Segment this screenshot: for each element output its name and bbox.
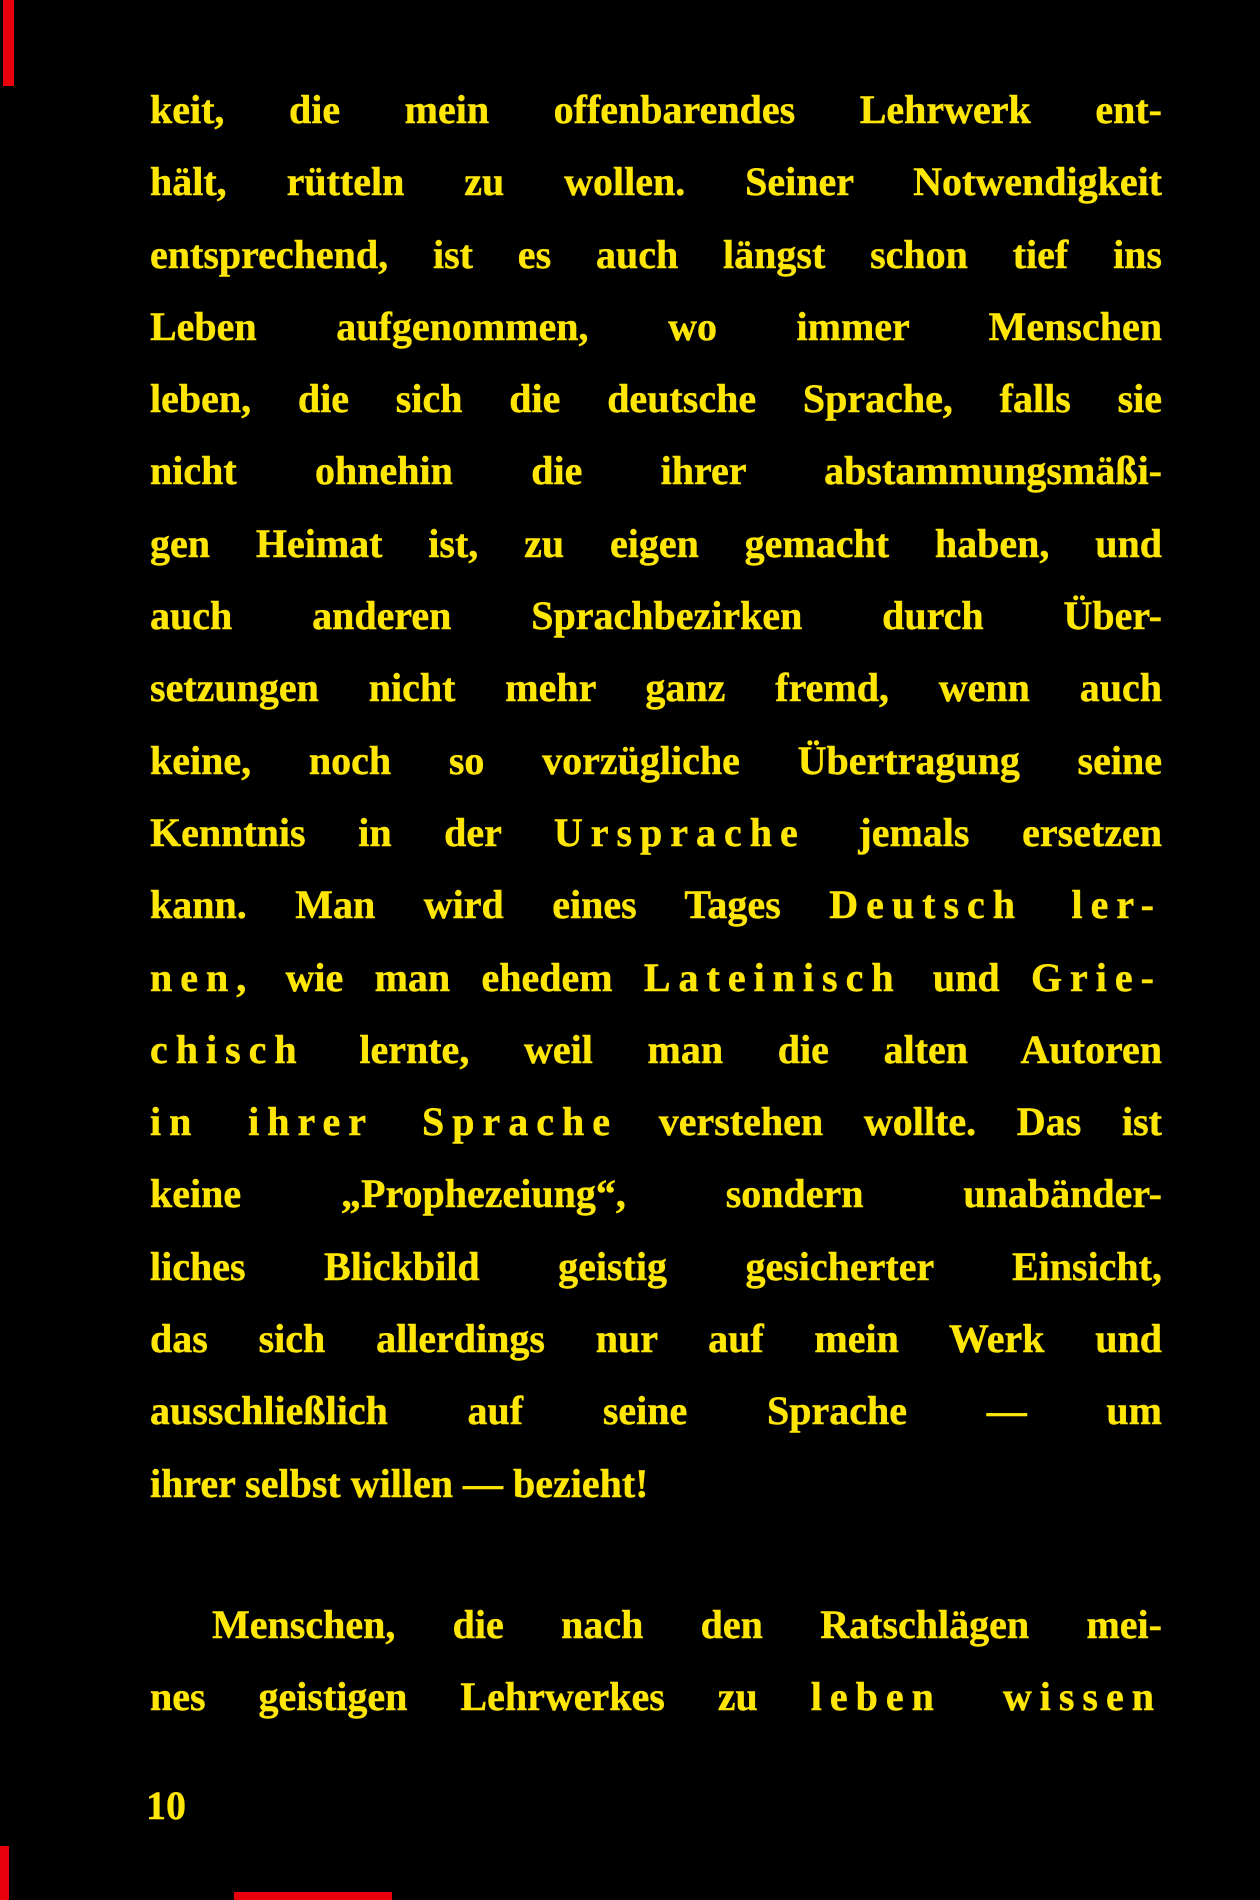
text-segment: lernte, weil man die alten Autoren [304,1026,1162,1072]
text-segment: leben, die sich die deutsche Sprache, falls sie [150,376,1162,422]
text-segment: hält, rütteln zu wollen. Seiner Notwendigkeit [150,159,1162,205]
text-segment: ihrer selbst willen — bezieht! [150,1460,649,1506]
text-line [150,652,1162,724]
text-line [150,1158,1162,1230]
red-scan-mark-bottom-left [0,1846,9,1900]
letterspaced-text: Grie- [1030,954,1162,1000]
text-segment: jemals ersetzen [805,809,1162,855]
text-line [150,1086,1162,1158]
text-line [150,1014,1162,1086]
text-line [150,1589,1162,1661]
text-segment: setzungen nicht mehr ganz fremd, wenn auch [150,665,1162,711]
text-line [150,363,1162,435]
red-scan-mark-top-left [3,0,14,86]
text-line [150,1661,1162,1733]
text-segment: auch anderen Sprachbezirken durch Über- [150,593,1162,639]
text-segment: nes geistigen Lehrwerkes zu [150,1674,811,1720]
red-scan-mark-bottom-center [234,1892,392,1900]
text-line [150,435,1162,507]
text-segment: nicht ohnehin die ihrer abstammungsmäßi- [150,448,1162,494]
text-line [150,508,1162,580]
letterspaced-text: chisch [150,1026,305,1072]
text-segment: entsprechend, ist es auch längst schon tief ins [150,231,1162,277]
text-line [150,146,1162,218]
text-segment: gen Heimat ist, zu eigen gemacht haben, und [150,520,1162,566]
text-segment: ausschließlich auf seine Sprache — um [150,1388,1162,1434]
letterspaced-text: leben wissen [810,1674,1162,1720]
text-line [150,291,1162,363]
letterspaced-text: Ursprache [553,809,806,855]
text-line [150,219,1162,291]
text-segment: keine „Prophezeiung“, sondern unabänder- [150,1171,1162,1217]
letterspaced-text: nen, [150,954,255,1000]
text-segment: Menschen, die nach den Ratschlägen mei- [212,1601,1162,1647]
text-segment: liches Blickbild geistig gesicherter Einsicht, [150,1243,1162,1289]
letterspaced-text: Lateinisch [643,954,902,1000]
text-segment: keine, noch so vorzügliche Übertragung seine [150,737,1162,783]
text-line [150,1231,1162,1303]
text-line [150,74,1162,146]
text-line [150,1375,1162,1447]
text-segment: Leben aufgenommen, wo immer Menschen [150,303,1162,349]
page-text-block [150,74,1162,1734]
text-line [150,1303,1162,1375]
text-line [150,580,1162,652]
text-segment: kann. Man wird eines Tages [150,882,830,928]
text-segment: keit, die mein offenbarendes Lehrwerk ent- [150,87,1162,132]
text-segment [1023,882,1072,927]
text-segment: verstehen wollte. Das ist [618,1099,1162,1145]
letterspaced-text: Deutsch [829,882,1024,928]
page-number: 10 [146,1783,186,1828]
letterspaced-text: in ihrer Sprache [150,1099,619,1145]
letterspaced-text: ler- [1071,882,1163,928]
text-line [150,1448,1162,1520]
text-line [150,942,1162,1014]
text-segment: das sich allerdings nur auf mein Werk und [150,1316,1162,1362]
text-segment: Kenntnis in der [150,809,554,855]
text-line [150,797,1162,869]
text-segment: und [901,954,1031,1000]
text-line [150,869,1162,941]
text-line [150,725,1162,797]
text-segment: wie man ehedem [254,954,644,1000]
